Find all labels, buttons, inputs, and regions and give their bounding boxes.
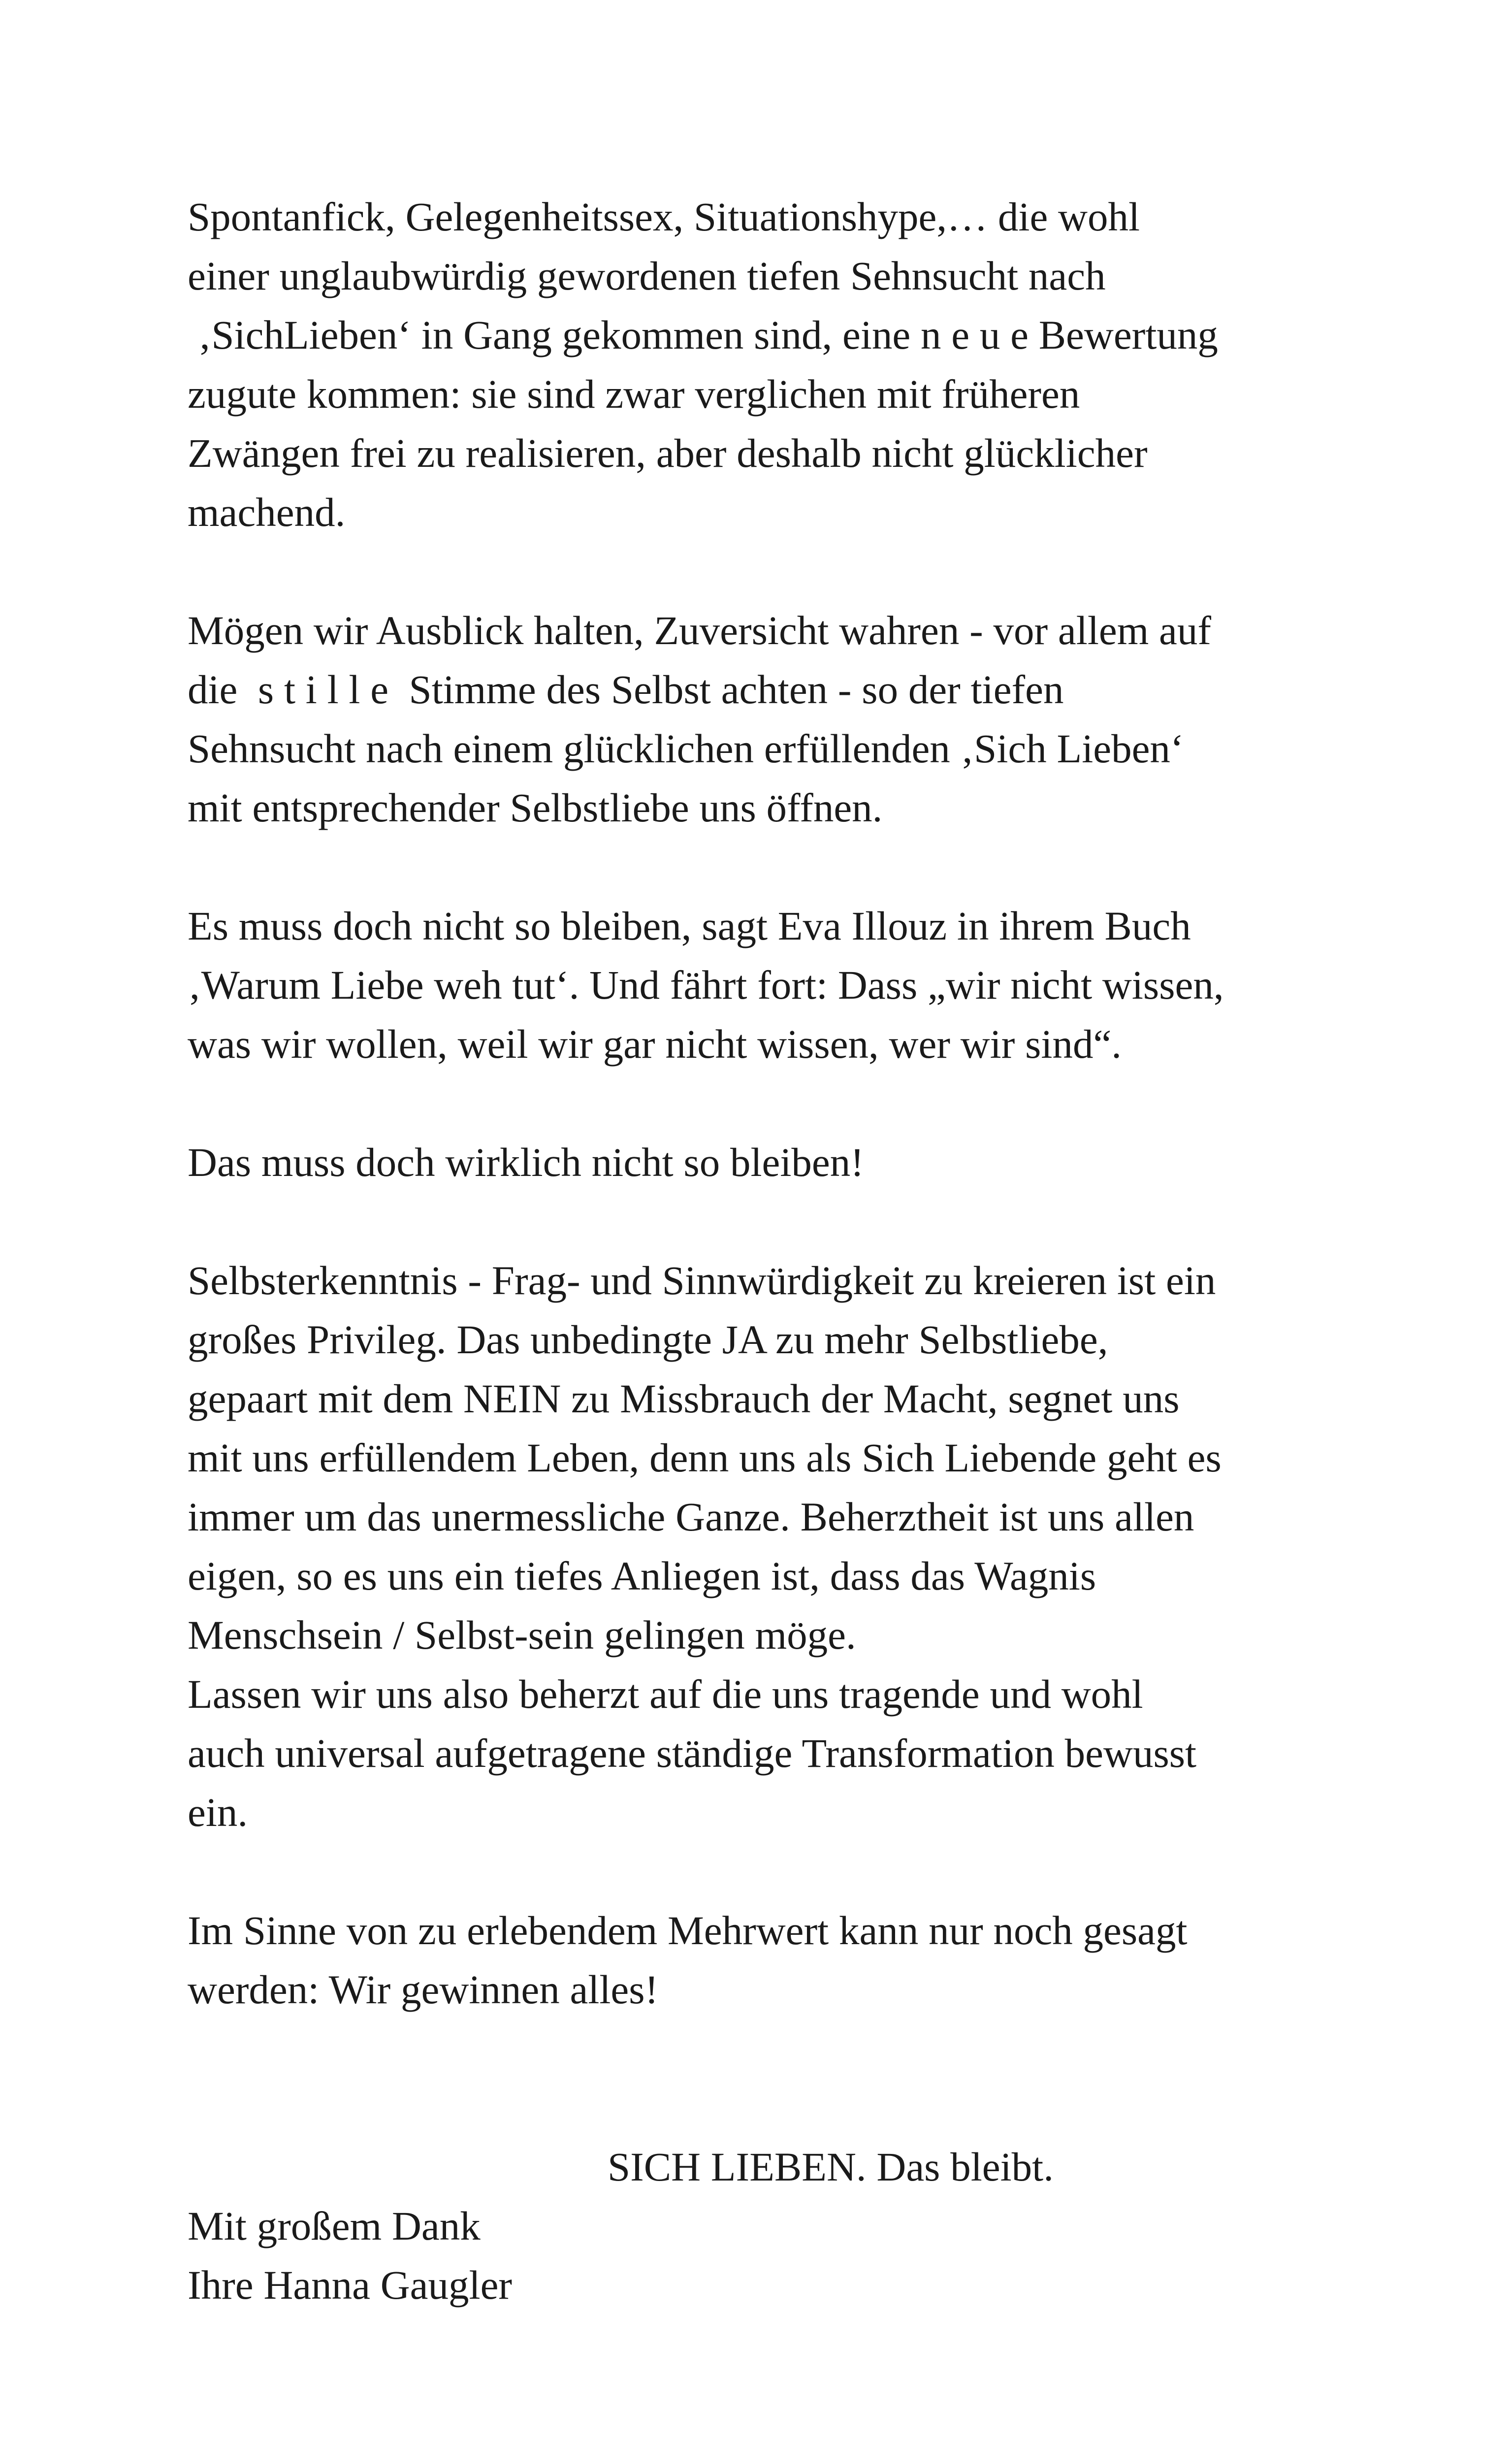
text-line: eigen, so es uns ein tiefes Anliegen ist, dass das Wagnis [188,1553,1096,1598]
motto-text: SICH LIEBEN. Das bleibt. [608,2144,1054,2189]
text-line: zugute kommen: sie sind zwar verglichen mit früheren [188,371,1080,417]
text-line: Selbsterkenntnis - Frag- und Sinnwürdigkeit zu kreieren ist ein [188,1258,1216,1303]
text-line: immer um das unermessliche Ganze. Beherztheit ist uns allen [188,1494,1194,1539]
paragraph-2 [188,601,1399,837]
paragraph-4 [188,1133,1399,1192]
text-line: Lassen wir uns also beherzt auf die uns tragende und wohl [188,1671,1143,1717]
text-line: gepaart mit dem NEIN zu Missbrauch der Macht, segnet uns [188,1376,1180,1421]
text-line: ‚SichLieben‘ in Gang gekommen sind, eine n e u e Bewertung [188,312,1218,358]
text-line: machend. [188,489,346,535]
text-line: großes Privileg. Das unbedingte JA zu mehr Selbstliebe, [188,1317,1108,1362]
text-line: Mögen wir Ausblick halten, Zuversicht wahren - vor allem auf [188,608,1212,653]
text-line: Menschsein / Selbst-sein gelingen möge. [188,1612,856,1658]
text-line: einer unglaubwürdig gewordenen tiefen Sehnsucht nach [188,253,1106,298]
text-line: was wir wollen, weil wir gar nicht wissen, wer wir sind“. [188,1021,1122,1067]
text-line: Spontanfick, Gelegenheitssex, Situationshype,… die wohl [188,194,1140,239]
text-line: ‚Warum Liebe weh tut‘. Und fährt fort: Dass „wir nicht wissen, [188,962,1224,1008]
text-line: die s t i l l e Stimme des Selbst achten - so der tiefen [188,667,1064,712]
text-line: Sehnsucht nach einem glücklichen erfüllenden ‚Sich Lieben‘ [188,726,1184,771]
text-line: Das muss doch wirklich nicht so bleiben! [188,1140,864,1185]
text-line: auch universal aufgetragene ständige Transformation bewusst [188,1730,1197,1776]
paragraph-1 [188,187,1399,542]
text-line: mit entsprechender Selbstliebe uns öffnen. [188,785,883,830]
text-line: mit uns erfüllendem Leben, denn uns als Sich Liebende geht es [188,1435,1222,1480]
text-line: Im Sinne von zu erlebendem Mehrwert kann nur noch gesagt [188,1908,1188,1953]
paragraph-3 [188,896,1399,1074]
paragraph-5 [188,1251,1399,1842]
text-line: werden: Wir gewinnen alles! [188,1967,659,2012]
closing-greeting: Mit großem Dank [188,2203,481,2248]
closing-signature [188,2196,1399,2314]
text-line: ein. [188,1790,248,1835]
text-line: Es muss doch nicht so bleiben, sagt Eva Illouz in ihrem Buch [188,903,1191,948]
closing-motto [0,2078,1512,2189]
paragraph-6 [188,1901,1399,2019]
author-name: Ihre Hanna Gaugler [188,2262,513,2308]
text-line: Zwängen frei zu realisieren, aber deshalb nicht glücklicher [188,430,1148,476]
